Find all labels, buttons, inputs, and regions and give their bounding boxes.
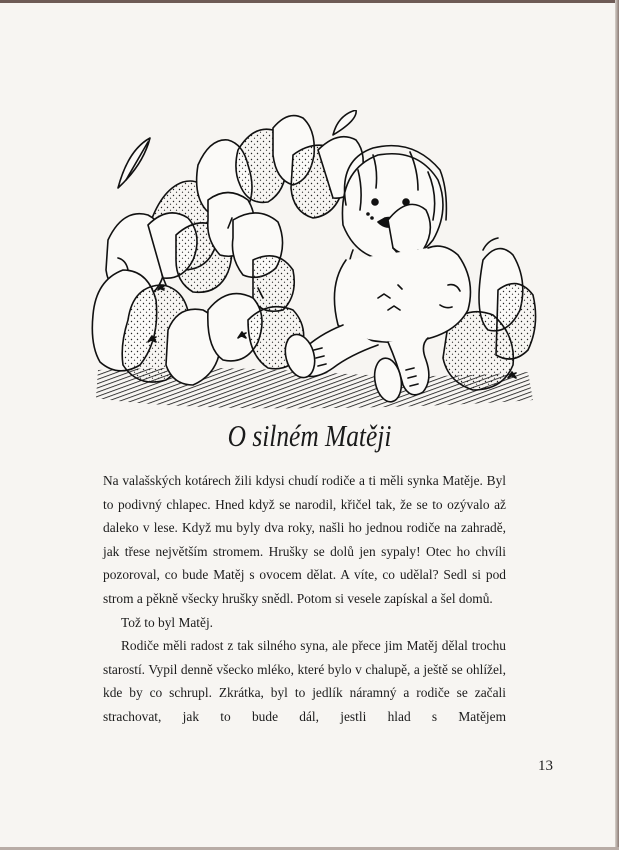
chapter-title: O silném Matěji xyxy=(227,418,392,453)
chapter-text xyxy=(103,469,506,729)
page-top-edge xyxy=(0,0,619,3)
paragraph: Na valašských kotárech žili kdysi chudí rodiče a ti měli synka Matěje. Byl to podivný chlapec. Hned když se narodil, křičel tak, že se to ozývalo až daleko v lese. Když mu byly dva roky, našli ho jednou rodiče na zahradě, jak třese největším stromem. Hrušky se dolů jen sypaly! Otec ho chvíli pozoroval, co bude Matěj s ovocem dělat. A víte, co udělal? Sedl si pod strom a pěkně všecky hrušky snědl. Potom si vesele zapískal a šel domů. xyxy=(103,473,506,606)
page-right-edge xyxy=(615,0,619,850)
paragraph: Rodiče měli radost z tak silného syna, ale přece jim Matěj dělal trochu starostí. Vypil denně všecko mléko, které bylo v chalupě, a ještě se ohlížel, kde by co schrupl. Zkrátka, byl to jedlík náramný a rodiče se začali strachovat, jak to bude dál, jestli hlad s Matějem xyxy=(103,638,506,724)
paragraph: Tož to byl Matěj. xyxy=(121,614,214,630)
page-number: 13 xyxy=(538,758,553,774)
pears-child-illustration xyxy=(88,110,538,415)
